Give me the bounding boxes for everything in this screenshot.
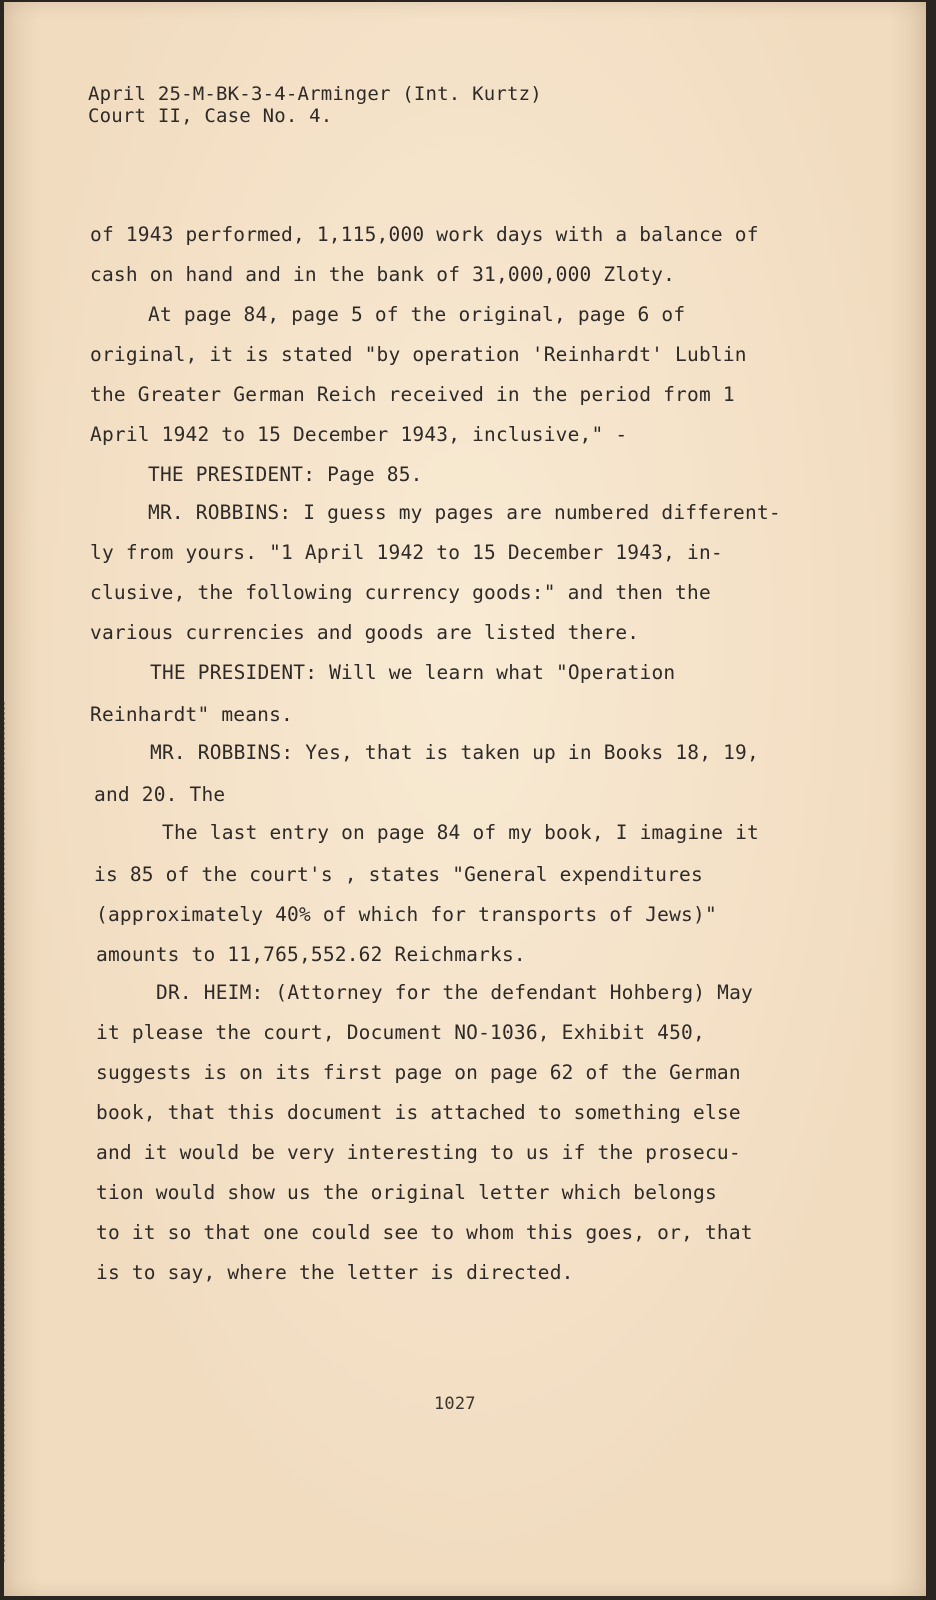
speaker-line: THE PRESIDENT: Will we learn what "Operation <box>150 661 676 684</box>
speaker-line: THE PRESIDENT: Page 85. <box>148 463 423 486</box>
body-line: is 85 of the court's , states "General expenditures <box>94 863 703 886</box>
page-number: 1027 <box>434 1394 476 1414</box>
body-line: suggests is on its first page on page 62 of the German <box>96 1061 741 1084</box>
body-line: the Greater German Reich received in the period from 1 <box>90 383 735 406</box>
body-line: it please the court, Document NO-1036, Exhibit 450, <box>96 1021 705 1044</box>
body-line: to it so that one could see to whom this goes, or, that <box>96 1221 753 1244</box>
body-line: various currencies and goods are listed there. <box>90 621 640 644</box>
body-line: clusive, the following currency goods:" and then the <box>90 581 711 604</box>
body-line: original, it is stated "by operation 'Reinhardt' Lublin <box>90 343 747 366</box>
body-line: and it would be very interesting to us if the prosecu- <box>96 1141 741 1164</box>
body-line: amounts to 11,765,552.62 Reichmarks. <box>96 943 526 966</box>
body-line: The last entry on page 84 of my book, I imagine it <box>162 821 759 844</box>
body-line: and 20. The <box>94 783 226 806</box>
body-line: cash on hand and in the bank of 31,000,000 Zloty. <box>90 263 676 286</box>
header-line-2: Court II, Case No. 4. <box>88 105 333 127</box>
body-line: is to say, where the letter is directed. <box>96 1261 574 1284</box>
body-line: At page 84, page 5 of the original, page 6 of <box>148 303 686 326</box>
speaker-line: MR. ROBBINS: Yes, that is taken up in Books 18, 19, <box>150 741 759 764</box>
speaker-line: MR. ROBBINS: I guess my pages are numbered different- <box>148 501 781 524</box>
binding-edge-marks <box>4 702 11 1562</box>
body-line: tion would show us the original letter which belongs <box>96 1181 717 1204</box>
body-line: book, that this document is attached to something else <box>96 1101 741 1124</box>
body-line: (approximately 40% of which for transports of Jews)" <box>96 903 717 926</box>
header-line-1: April 25-M-BK-3-4-Arminger (Int. Kurtz) <box>88 83 542 105</box>
body-line: ly from yours. "1 April 1942 to 15 December 1943, in- <box>90 541 723 564</box>
speaker-line: DR. HEIM: (Attorney for the defendant Hohberg) May <box>156 981 753 1004</box>
body-line: April 1942 to 15 December 1943, inclusive," - <box>90 423 628 446</box>
body-line: of 1943 performed, 1,115,000 work days with a balance of <box>90 223 759 246</box>
body-line: Reinhardt" means. <box>90 703 293 726</box>
